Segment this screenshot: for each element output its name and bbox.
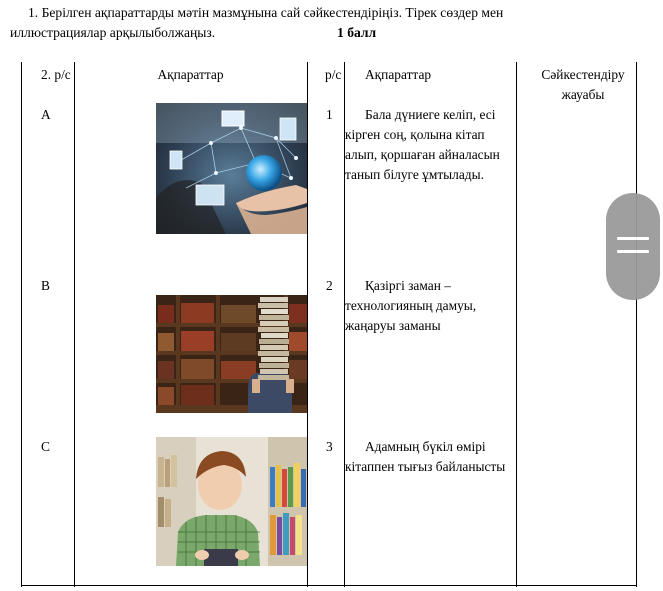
- drag-handle-icon[interactable]: [606, 193, 660, 300]
- task-statement: [10, 3, 650, 43]
- points-label: 1 балл: [337, 25, 377, 40]
- row-letter-a: A: [41, 107, 51, 122]
- table-border-left: [21, 62, 22, 587]
- header-number: 2. р/с: [41, 67, 71, 82]
- row-number-3: 3: [326, 439, 333, 454]
- bookshelf-stack-image: [156, 295, 307, 413]
- row-text-3: Адамның бүкіл өмірі кітаппен тығыз байланысты: [345, 439, 506, 474]
- drag-handle-bar: [617, 237, 649, 240]
- table-col-divider: [74, 62, 75, 587]
- child-reading-image: [156, 437, 307, 566]
- matching-table: [21, 62, 637, 587]
- table-col-divider: [516, 62, 517, 587]
- row-number-1: 1: [326, 107, 333, 122]
- row-letter-c: C: [41, 439, 50, 454]
- technology-network-image: [156, 103, 307, 234]
- row-number-2: 2: [326, 278, 333, 293]
- header-info-right: Ақпараттар: [365, 67, 432, 82]
- task-line-2: иллюстрациялар арқылыболжаңыз.: [10, 25, 216, 40]
- table-col-divider: [307, 62, 308, 587]
- table-border-right: [636, 62, 637, 587]
- row-text-1: Бала дүниеге келіп, есі кірген соң, қолына кітап алып, қоршаған айналасын танып білуге ұмтылады.: [345, 107, 500, 182]
- drag-handle-bar: [617, 250, 649, 253]
- header-answer: Сәйкестендіру жауабы: [541, 67, 625, 102]
- header-info-left: Ақпараттар: [157, 67, 224, 82]
- header-number-right: р/с: [325, 67, 342, 82]
- row-text-2: Қазіргі заман – технологияның дамуы, жаңаруы заманы: [345, 278, 477, 333]
- task-line-1: 1. Берілген ақпараттарды мәтін мазмұнына сай сәйкестендіріңіз. Тірек сөздер мен: [28, 5, 504, 20]
- table-border-bottom: [21, 585, 637, 586]
- row-letter-b: B: [41, 278, 50, 293]
